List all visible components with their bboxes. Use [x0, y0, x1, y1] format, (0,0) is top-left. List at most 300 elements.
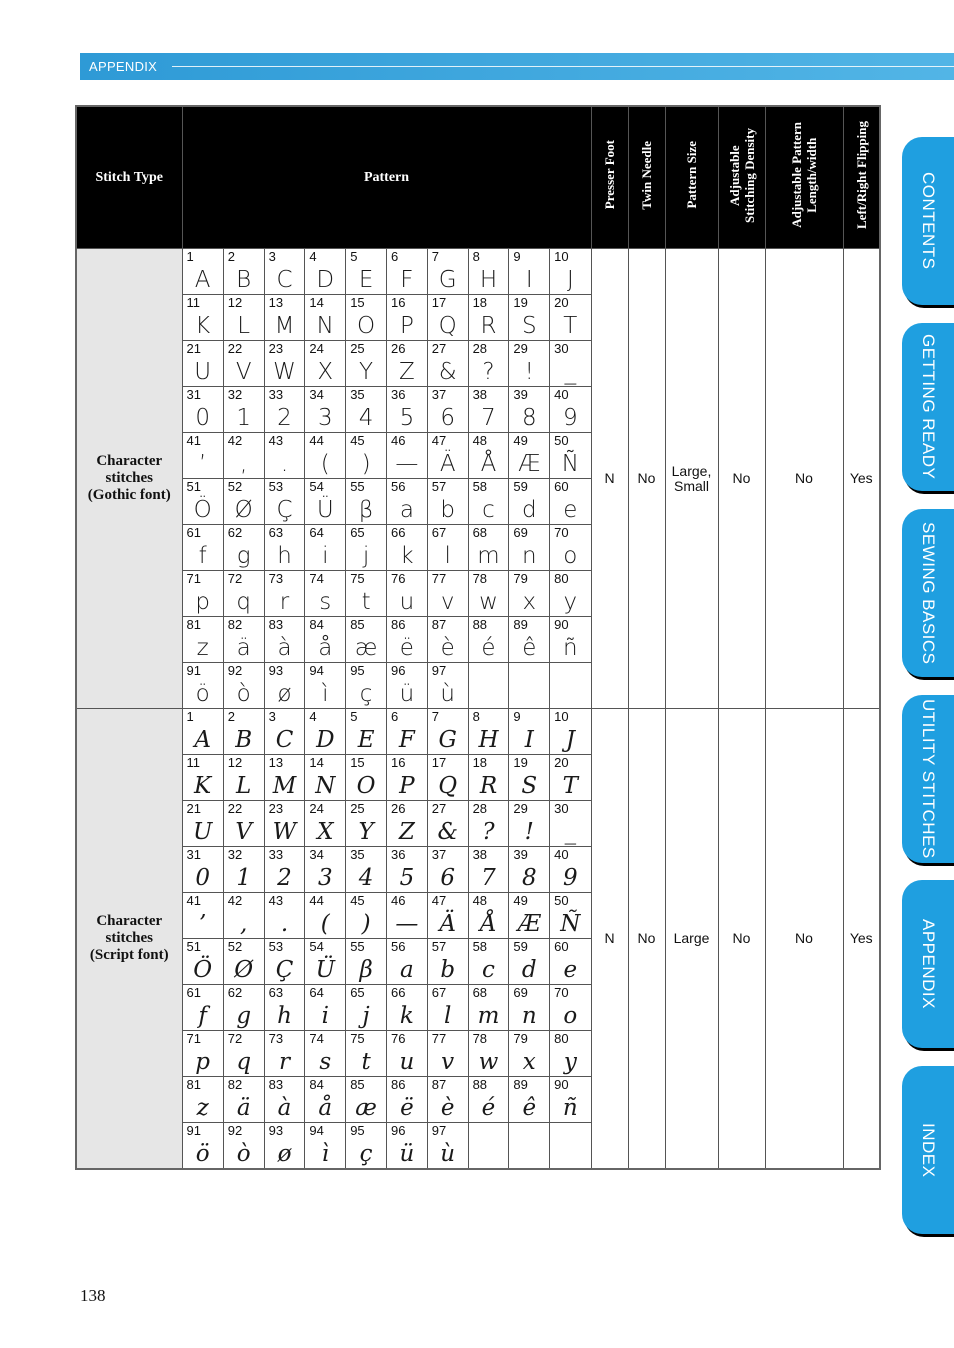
pattern-cell [183, 893, 224, 939]
pattern-glyph: L [237, 313, 251, 339]
pattern-glyph: — [395, 451, 419, 477]
pattern-number: 36 [390, 387, 406, 402]
pattern-number: 92 [227, 663, 243, 678]
pattern-cell [509, 479, 550, 525]
pattern-glyph: 1 [236, 865, 252, 891]
pattern-number: 63 [268, 985, 284, 1000]
pattern-number: 88 [472, 617, 488, 632]
pattern-cell [468, 387, 509, 433]
pattern-number: 28 [472, 341, 488, 356]
pattern-glyph: o [563, 1003, 578, 1029]
pattern-glyph: æ [355, 1095, 377, 1121]
pattern-row [183, 387, 591, 433]
pattern-number: 96 [390, 663, 406, 678]
pattern-cell [550, 1031, 591, 1077]
pattern-number: 60 [554, 479, 569, 494]
pattern-cell [305, 1123, 346, 1169]
pattern-number: 61 [186, 525, 201, 540]
pattern-number: 55 [350, 939, 365, 954]
pattern-cell [183, 433, 224, 479]
pattern-number: 11 [186, 295, 200, 310]
pattern-glyph: O [356, 773, 376, 799]
pattern-glyph: ê [522, 1095, 537, 1121]
pattern-number: 94 [309, 663, 324, 678]
pattern-glyph: Z [399, 359, 415, 385]
pattern-number: 87 [431, 617, 447, 632]
pattern-number: 54 [309, 479, 324, 494]
pattern-number: 74 [309, 571, 324, 586]
pattern-glyph: x [522, 589, 537, 615]
pattern-glyph: 5 [399, 865, 415, 891]
pattern-cell [305, 893, 346, 939]
header-stitch-type: Stitch Type [76, 106, 182, 249]
pattern-number: 86 [390, 617, 406, 632]
pattern-number: 90 [554, 1077, 569, 1092]
pattern-cell [468, 295, 509, 341]
pattern-glyph: I [524, 727, 534, 753]
pattern-glyph: i [322, 543, 329, 569]
pattern-glyph: l [444, 543, 451, 569]
tab-index[interactable] [902, 1066, 954, 1234]
pattern-cell [264, 1031, 305, 1077]
header-density-label [727, 128, 757, 223]
pattern-glyph: r [278, 1049, 290, 1075]
pattern-glyph: s [319, 589, 332, 615]
pattern-number: 30 [554, 341, 569, 356]
pattern-row [183, 1077, 591, 1123]
pattern-number: 35 [350, 387, 365, 402]
pattern-number: 30 [554, 801, 569, 816]
gothic-row [76, 249, 880, 709]
tab-getting-ready[interactable] [902, 323, 954, 491]
header-presser-foot-label: Presser Foot [602, 140, 617, 210]
pattern-cell [223, 1031, 264, 1077]
pattern-glyph: Ä [439, 911, 456, 937]
pattern-glyph: ? [482, 819, 495, 845]
pattern-cell [346, 663, 387, 709]
pattern-glyph: 3 [317, 865, 333, 891]
pattern-cell [386, 985, 427, 1031]
pattern-number: 49 [513, 893, 528, 908]
pattern-glyph: M [274, 313, 295, 339]
pattern-glyph: V [235, 819, 252, 845]
pattern-number: 50 [554, 433, 569, 448]
pattern-cell [550, 893, 591, 939]
pattern-number: 77 [431, 1031, 447, 1046]
pattern-cell [223, 847, 264, 893]
pattern-glyph: k [400, 543, 414, 569]
pattern-cell [346, 295, 387, 341]
pattern-number: 26 [390, 801, 406, 816]
pattern-cell [223, 295, 264, 341]
pattern-number: 8 [472, 249, 480, 264]
pattern-number: 67 [431, 985, 447, 1000]
pattern-cell [264, 847, 305, 893]
script-twin-needle: No [628, 709, 665, 1170]
pattern-glyph: Q [438, 773, 458, 799]
pattern-cell [386, 387, 427, 433]
header-flipping [843, 106, 880, 249]
pattern-cell [346, 479, 387, 525]
pattern-glyph: X [317, 359, 334, 385]
pattern-number: 41 [186, 893, 201, 908]
pattern-row [183, 893, 591, 939]
pattern-number: 57 [431, 479, 447, 494]
pattern-number: 49 [513, 433, 528, 448]
pattern-number: 11 [186, 755, 200, 770]
pattern-number: 73 [268, 1031, 284, 1046]
pattern-cell [183, 525, 224, 571]
pattern-glyph: m [477, 543, 500, 569]
pattern-glyph: C [276, 267, 293, 293]
pattern-glyph: _ [564, 819, 577, 845]
pattern-glyph: å [318, 635, 333, 661]
pattern-glyph: ø [277, 1141, 292, 1167]
pattern-number: 32 [227, 387, 243, 402]
pattern-cell [468, 847, 509, 893]
pattern-cell [264, 1123, 305, 1169]
pattern-cell [223, 525, 264, 571]
pattern-cell [427, 295, 468, 341]
pattern-number: 89 [513, 1077, 528, 1092]
pattern-number: 79 [513, 1031, 528, 1046]
pattern-number: 55 [350, 479, 365, 494]
tab-label: UTILITY STITCHES [919, 699, 938, 859]
pattern-number: 53 [268, 479, 284, 494]
pattern-cell [305, 1077, 346, 1123]
gothic-pattern-table [183, 249, 591, 708]
pattern-glyph: H [479, 267, 498, 293]
pattern-glyph: R [480, 313, 497, 339]
pattern-cell [386, 1031, 427, 1077]
header-rule [172, 66, 954, 67]
pattern-number: 4 [309, 709, 317, 724]
gothic-size-line: Small [673, 477, 709, 494]
pattern-cell [346, 1031, 387, 1077]
pattern-glyph: à [277, 635, 292, 661]
pattern-glyph: K [194, 773, 212, 799]
pattern-cell [550, 617, 591, 663]
pattern-glyph: U [194, 359, 212, 385]
pattern-glyph: 8 [521, 405, 537, 431]
pattern-number: 89 [513, 617, 528, 632]
pattern-glyph: b [440, 497, 455, 523]
pattern-number: 64 [309, 985, 324, 1000]
pattern-number: 95 [350, 1123, 365, 1138]
pattern-glyph: U [192, 819, 213, 845]
pattern-cell [183, 571, 224, 617]
pattern-cell [468, 249, 509, 295]
pattern-cell [264, 571, 305, 617]
pattern-number: 65 [350, 525, 365, 540]
pattern-glyph: R [479, 773, 498, 799]
pattern-cell [386, 249, 427, 295]
pattern-glyph: L [236, 773, 252, 799]
pattern-cell [223, 893, 264, 939]
gothic-type-line: (Gothic font) [87, 487, 171, 503]
header-twin-needle-label: Twin Needle [639, 140, 654, 210]
tab-appendix[interactable] [902, 880, 954, 1048]
pattern-number: 43 [268, 893, 284, 908]
pattern-glyph: h [277, 1003, 292, 1029]
header-twin-needle [628, 106, 665, 249]
pattern-cell [346, 847, 387, 893]
pattern-cell [183, 1031, 224, 1077]
pattern-cell [183, 341, 224, 387]
pattern-cell [183, 663, 224, 709]
pattern-cell [509, 571, 550, 617]
pattern-row [183, 341, 591, 387]
pattern-number: 27 [431, 341, 447, 356]
pattern-number: 42 [227, 433, 243, 448]
tab-contents[interactable] [902, 137, 954, 305]
pattern-glyph: ) [361, 451, 371, 477]
header-pattern-size [665, 106, 718, 249]
pattern-cell [305, 939, 346, 985]
pattern-glyph: ü [399, 1141, 415, 1167]
pattern-cell [386, 893, 427, 939]
pattern-cell [509, 801, 550, 847]
pattern-glyph: 8 [521, 865, 537, 891]
pattern-glyph: v [440, 589, 455, 615]
pattern-glyph: F [400, 267, 414, 293]
script-pattern-table [183, 709, 591, 1168]
pattern-cell [305, 801, 346, 847]
pattern-glyph: 1 [236, 405, 252, 431]
pattern-number: 72 [227, 1031, 243, 1046]
pattern-number: 37 [431, 847, 447, 862]
pattern-cell [305, 755, 346, 801]
pattern-glyph: I [525, 267, 533, 293]
pattern-glyph: Å [480, 911, 497, 937]
header-density-line: Stitching Density [741, 127, 757, 223]
pattern-row [183, 249, 591, 295]
pattern-number: 56 [390, 479, 406, 494]
pattern-number: 47 [431, 893, 447, 908]
pattern-cell [264, 479, 305, 525]
pattern-glyph: ë [399, 635, 414, 661]
pattern-cell [550, 249, 591, 295]
pattern-glyph: E [357, 727, 375, 753]
pattern-number: 5 [350, 709, 358, 724]
pattern-cell [264, 801, 305, 847]
pattern-cell [223, 663, 264, 709]
header-length-line: Length/width [804, 137, 819, 213]
pattern-number: 28 [472, 801, 488, 816]
pattern-glyph: e [563, 497, 578, 523]
pattern-glyph: 4 [358, 405, 374, 431]
pattern-cell [427, 663, 468, 709]
pattern-number: 10 [554, 709, 569, 724]
pattern-cell [386, 709, 427, 755]
pattern-row [183, 295, 591, 341]
pattern-cell [550, 985, 591, 1031]
pattern-cell [509, 295, 550, 341]
pattern-glyph: Ü [316, 497, 334, 523]
pattern-number: 65 [350, 985, 365, 1000]
pattern-cell [509, 387, 550, 433]
pattern-glyph: ù [440, 1141, 456, 1167]
pattern-number: 51 [186, 479, 201, 494]
empty-cell [550, 663, 591, 709]
tab-label: SEWING BASICS [919, 521, 938, 665]
pattern-glyph: l [444, 1003, 452, 1029]
pattern-glyph: t [361, 589, 371, 615]
pattern-number: 42 [227, 893, 243, 908]
pattern-cell [427, 939, 468, 985]
pattern-glyph: Æ [518, 451, 541, 477]
pattern-cell [468, 893, 509, 939]
pattern-cell [386, 801, 427, 847]
pattern-number: 13 [268, 295, 284, 310]
pattern-glyph: ! [524, 819, 534, 845]
gothic-type-cell [76, 249, 182, 709]
pattern-number: 29 [513, 801, 528, 816]
pattern-cell [386, 1077, 427, 1123]
pattern-glyph: k [399, 1003, 414, 1029]
tab-sewing-basics[interactable] [902, 509, 954, 677]
pattern-number: 33 [268, 387, 284, 402]
pattern-glyph: ’ [198, 451, 207, 477]
pattern-glyph: K [195, 313, 211, 339]
script-length: No [765, 709, 843, 1170]
pattern-glyph: O [357, 313, 376, 339]
pattern-glyph: Å [480, 451, 497, 477]
pattern-number: 15 [350, 295, 365, 310]
gothic-flipping: Yes [843, 249, 880, 709]
pattern-cell [427, 433, 468, 479]
pattern-number: 2 [227, 249, 236, 264]
pattern-cell [468, 433, 509, 479]
pattern-glyph: c [482, 957, 495, 983]
pattern-number: 21 [186, 801, 201, 816]
pattern-cell [305, 341, 346, 387]
empty-cell [550, 1123, 591, 1169]
pattern-glyph: 0 [195, 865, 210, 891]
gothic-type-line: Character [96, 453, 163, 469]
pattern-number: 52 [227, 479, 243, 494]
pattern-glyph: D [316, 727, 335, 753]
pattern-number: 6 [390, 709, 399, 724]
pattern-glyph: M [272, 773, 297, 799]
pattern-number: 20 [554, 755, 569, 770]
pattern-number: 82 [227, 617, 243, 632]
pattern-number: 9 [513, 709, 521, 724]
pattern-glyph: y [563, 589, 578, 615]
pattern-number: 91 [186, 663, 201, 678]
pattern-number: 1 [186, 709, 194, 724]
pattern-cell [386, 341, 427, 387]
page-number: 138 [80, 1286, 106, 1305]
pattern-number: 25 [350, 341, 365, 356]
pattern-glyph: 7 [481, 865, 496, 891]
pattern-cell [346, 617, 387, 663]
pattern-number: 87 [431, 1077, 447, 1092]
pattern-glyph: 2 [277, 405, 292, 431]
pattern-cell [509, 847, 550, 893]
pattern-cell [305, 295, 346, 341]
pattern-number: 7 [431, 709, 440, 724]
pattern-glyph: j [362, 1003, 370, 1029]
pattern-glyph: 0 [195, 405, 210, 431]
pattern-glyph: X [317, 819, 334, 845]
pattern-number: 77 [431, 571, 447, 586]
pattern-cell [305, 617, 346, 663]
pattern-glyph: ç [359, 681, 373, 707]
pattern-number: 73 [268, 571, 284, 586]
pattern-glyph: ø [277, 681, 292, 707]
pattern-cell [305, 709, 346, 755]
script-pattern-grid [182, 709, 591, 1170]
pattern-glyph: d [521, 957, 537, 983]
pattern-glyph: o [563, 543, 578, 569]
script-type-cell [76, 709, 182, 1170]
pattern-number: 57 [431, 939, 447, 954]
pattern-glyph: n [521, 1003, 537, 1029]
pattern-cell [386, 617, 427, 663]
pattern-glyph: Ñ [561, 451, 579, 477]
tab-label: INDEX [919, 1122, 938, 1178]
pattern-number: 17 [431, 755, 447, 770]
pattern-number: 16 [390, 755, 406, 770]
pattern-cell [550, 801, 591, 847]
pattern-cell [223, 571, 264, 617]
pattern-cell [509, 939, 550, 985]
pattern-number: 25 [350, 801, 365, 816]
pattern-glyph: æ [354, 635, 378, 661]
pattern-glyph: . [280, 911, 289, 937]
pattern-glyph: S [521, 313, 537, 339]
pattern-glyph: ä [236, 635, 251, 661]
pattern-glyph: , [240, 451, 248, 477]
pattern-glyph: ì [322, 681, 329, 707]
pattern-cell [427, 1123, 468, 1169]
pattern-cell [223, 387, 264, 433]
pattern-glyph: V [235, 359, 252, 385]
pattern-number: 2 [227, 709, 236, 724]
pattern-cell [305, 433, 346, 479]
pattern-glyph: q [236, 1049, 252, 1075]
tab-utility-stitches[interactable] [902, 695, 954, 863]
pattern-glyph: ) [361, 911, 371, 937]
pattern-cell [468, 801, 509, 847]
pattern-row [183, 433, 591, 479]
pattern-number: 18 [472, 755, 488, 770]
pattern-cell [386, 433, 427, 479]
pattern-glyph: β [359, 957, 373, 983]
pattern-number: 52 [227, 939, 243, 954]
pattern-row [183, 1031, 591, 1077]
pattern-cell [305, 525, 346, 571]
gothic-size-line: Large, [671, 462, 712, 479]
pattern-cell [509, 1031, 550, 1077]
pattern-number: 83 [268, 617, 284, 632]
pattern-cell [183, 985, 224, 1031]
pattern-glyph: ê [522, 635, 537, 661]
pattern-glyph: r [279, 589, 290, 615]
pattern-number: 22 [227, 341, 243, 356]
pattern-glyph: ë [400, 1095, 414, 1121]
pattern-glyph: 3 [317, 405, 333, 431]
pattern-glyph: u [399, 1049, 415, 1075]
script-row [76, 709, 880, 1170]
pattern-number: 10 [554, 249, 569, 264]
pattern-number: 91 [186, 1123, 201, 1138]
pattern-cell [468, 1031, 509, 1077]
pattern-glyph: . [280, 451, 289, 477]
pattern-number: 71 [186, 1031, 201, 1046]
pattern-cell [509, 617, 550, 663]
